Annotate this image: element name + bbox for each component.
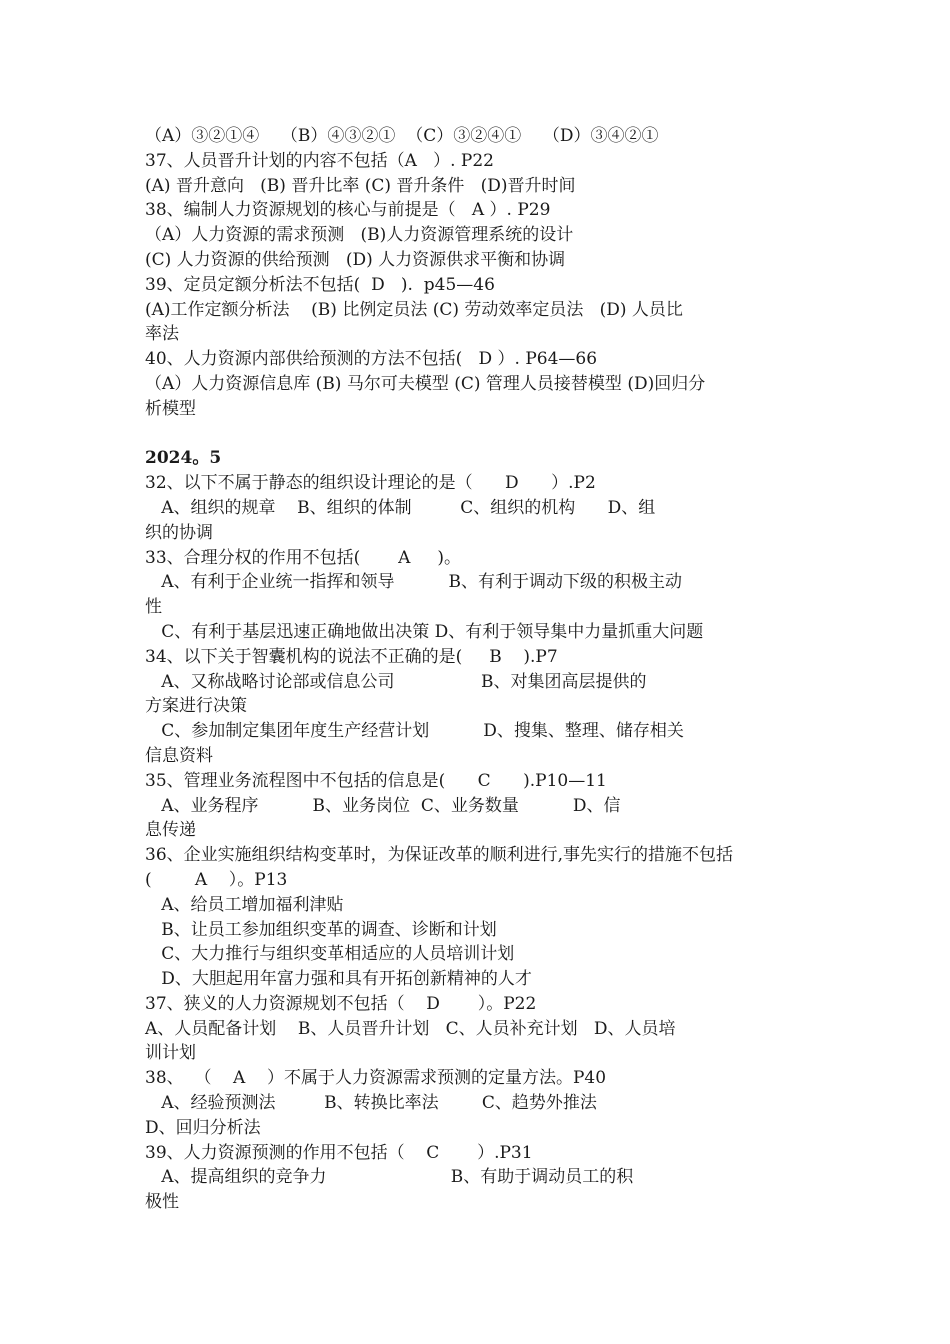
text-line: 析模型	[145, 398, 196, 419]
blank-line	[145, 422, 815, 447]
text-line: C、参加制定集团年度生产经营计划 D、搜集、整理、储存相关	[145, 721, 684, 742]
text-line: (C) 人力资源的供给预测 (D) 人力资源供求平衡和协调	[145, 249, 566, 270]
text-line: (A)工作定额分析法 (B) 比例定员法 (C) 劳动效率定员法 (D) 人员比	[145, 299, 683, 320]
text-line: 39、人力资源预测的作用不包括（ C ）.P31	[145, 1142, 533, 1163]
text-line: A、给员工增加福利津贴	[145, 894, 344, 915]
text-line: 信息资料	[145, 745, 213, 766]
text-line: A、提高组织的竞争力 B、有助于调动员工的积	[145, 1167, 634, 1188]
text-line: B、让员工参加组织变革的调查、诊断和计划	[145, 919, 497, 940]
text-line: 38、编制人力资源规划的核心与前提是（ A ）. P29	[145, 200, 551, 221]
text-line: 38、 （ A ）不属于人力资源需求预测的定量方法。P40	[145, 1068, 607, 1089]
text-line: ( A ）。P13	[145, 869, 288, 890]
text-line: 训计划	[145, 1043, 196, 1064]
text-line: 织的协调	[145, 522, 213, 543]
text-line: 性	[145, 597, 162, 618]
text-line: 37、狭义的人力资源规划不包括（ D ）。P22	[145, 993, 537, 1014]
text-line: A、业务程序 B、业务岗位 C、业务数量 D、信	[145, 795, 621, 816]
text-line: 40、人力资源内部供给预测的方法不包括( D ）. P64—66	[145, 349, 598, 370]
text-line: （A）人力资源的需求预测 (B)人力资源管理系统的设计	[145, 225, 574, 246]
text-line: 36、企业实施组织结构变革时，为保证改革的顺利进行,事先实行的措施不包括	[145, 845, 734, 866]
text-line: 率法	[145, 324, 179, 345]
text-line: 34、以下关于智囊机构的说法不正确的是( B ).P7	[145, 646, 558, 667]
text-line: 35、管理业务流程图中不包括的信息是( C ).P10—11	[145, 770, 607, 791]
text-line: 方案进行决策	[145, 696, 247, 717]
text-line: (A) 晋升意向 (B) 晋升比率 (C) 晋升条件 (D)晋升时间	[145, 175, 576, 196]
text-line: D、大胆起用年富力强和具有开拓创新精神的人才	[145, 969, 532, 990]
text-line: A、人员配备计划 B、人员晋升计划 C、人员补充计划 D、人员培	[145, 1018, 676, 1039]
text-line: A、又称战略讨论部或信息公司 B、对集团高层提供的	[145, 671, 647, 692]
text-line: 息传递	[145, 820, 196, 841]
text-line: 32、以下不属于静态的组织设计理论的是（ D ）.P2	[145, 473, 596, 494]
text-line: 极性	[145, 1192, 179, 1213]
text-line: （A）③②①④ （B）④③②① （C）③②④① （D）③④②①	[145, 126, 659, 146]
text-line: C、有利于基层迅速正确地做出决策 D、有利于领导集中力量抓重大问题	[145, 621, 704, 642]
text-line: A、组织的规章 B、组织的体制 C、组织的机构 D、组	[145, 497, 656, 518]
text-line: A、经验预测法 B、转换比率法 C、趋势外推法	[145, 1093, 597, 1114]
text-line: C、大力推行与组织变革相适应的人员培训计划	[145, 944, 515, 965]
text-line: A、有利于企业统一指挥和领导 B、有利于调动下级的积极主动	[145, 572, 683, 593]
text-line: 37、人员晋升计划的内容不包括（A ）. P22	[145, 150, 494, 171]
text-line: 2024。5	[145, 448, 222, 469]
text-line: 39、定员定额分析法不包括( D ). p45—46	[145, 274, 495, 295]
text-line: D、回归分析法	[145, 1117, 261, 1138]
document-body	[145, 124, 815, 1215]
text-line: 33、合理分权的作用不包括( A )。	[145, 547, 462, 568]
text-line: （A）人力资源信息库 (B) 马尔可夫模型 (C) 管理人员接替模型 (D)回归分	[145, 373, 706, 394]
